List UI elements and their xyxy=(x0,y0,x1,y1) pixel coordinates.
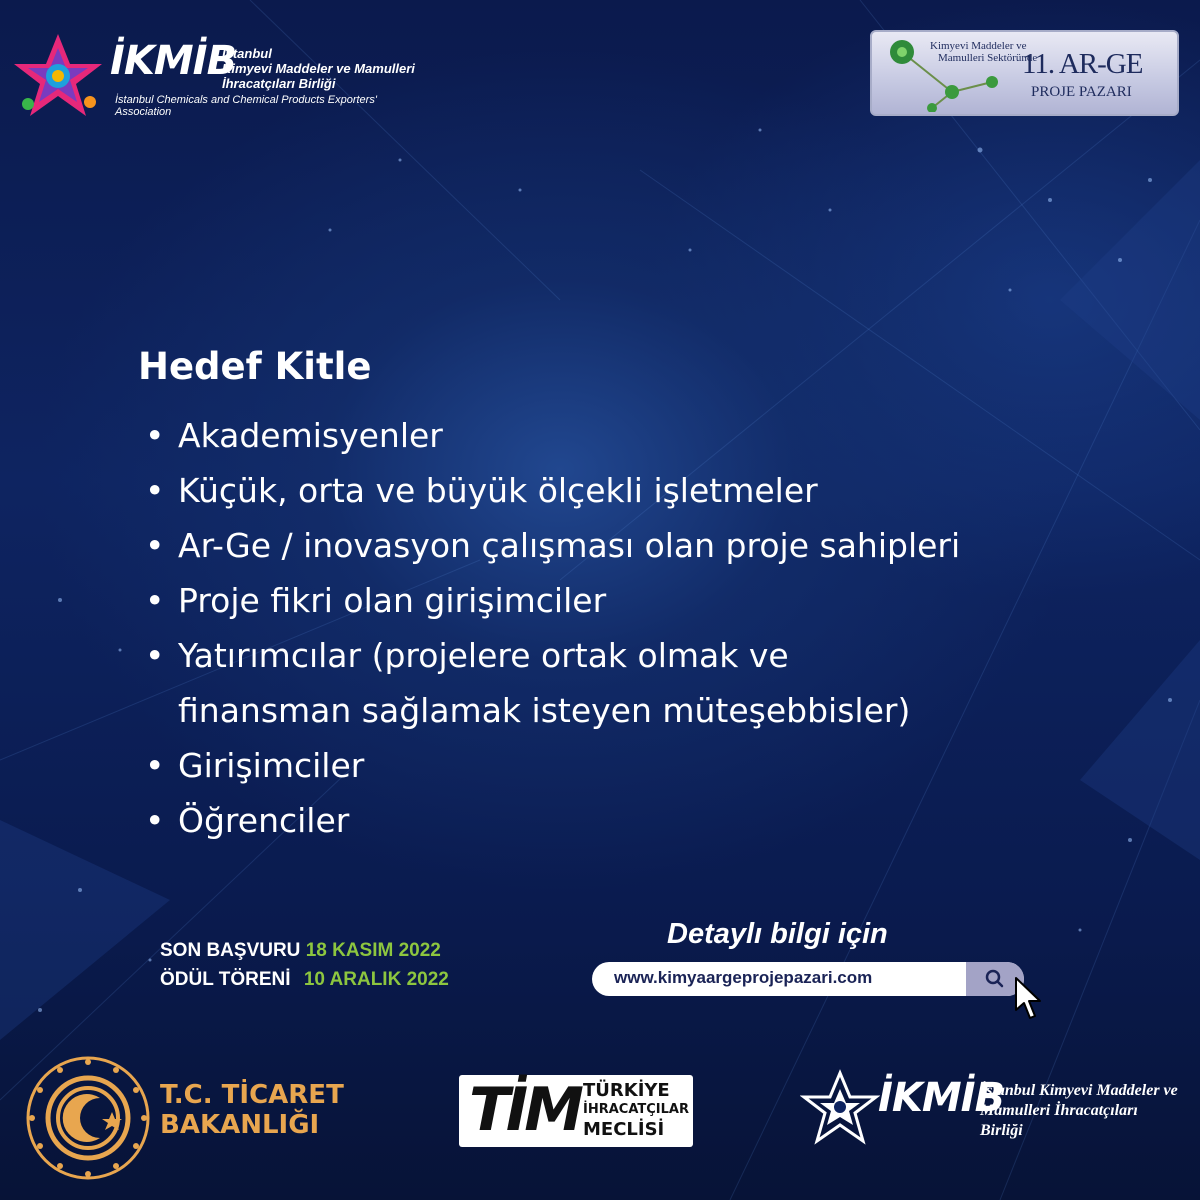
ikmib-line-1: İstanbul xyxy=(222,46,272,61)
list-item-continuation xyxy=(145,683,960,738)
deadline-value: 18 KASIM 2022 xyxy=(305,940,441,961)
badge-line-1: Kimyevi Maddeler ve xyxy=(930,40,1027,52)
bullet: • xyxy=(145,526,165,565)
tim-line-3: MECLİSİ xyxy=(583,1119,665,1140)
ikmib-footer-line-2: Mamulleri İhracatçıları Birliği xyxy=(980,1102,1138,1139)
list-item-text: Proje fikri olan girişimciler xyxy=(178,581,607,620)
bullet: • xyxy=(145,471,165,510)
ikmib-logo xyxy=(10,30,430,120)
ikmib-footer-full-name xyxy=(980,1081,1180,1141)
ministry-line-1: T.C. TİCARET xyxy=(160,1080,344,1110)
list-item xyxy=(145,573,960,628)
tim-wordmark: TİM xyxy=(469,1075,580,1145)
list-item-text: Küçük, orta ve büyük ölçekli işletmeler xyxy=(178,471,818,510)
arge-badge xyxy=(870,30,1179,116)
bullet: • xyxy=(145,801,165,840)
ikmib-full-name xyxy=(222,46,415,91)
tim-logo xyxy=(459,1075,693,1147)
bullet: • xyxy=(145,416,165,455)
badge-title: 11. AR-GE xyxy=(1022,48,1143,80)
tim-line-1: TÜRKİYE xyxy=(583,1080,670,1101)
ikmib-star-icon xyxy=(10,30,106,120)
website-search-bar[interactable] xyxy=(592,962,1024,996)
list-item-text: Akademisyenler xyxy=(178,416,443,455)
ikmib-wordmark: İKMİB xyxy=(110,38,237,84)
list-item xyxy=(145,793,960,848)
list-item-text: Yatırımcılar (projelere ortak olmak ve xyxy=(178,636,789,675)
deadline-label: SON BAŞVURU xyxy=(160,940,301,961)
list-item xyxy=(145,628,960,683)
ceremony-row xyxy=(160,965,449,994)
ceremony-value: 10 ARALIK 2022 xyxy=(303,969,449,990)
bullet: • xyxy=(145,581,165,620)
bullet: • xyxy=(145,636,165,675)
list-item-text: Ar-Ge / inovasyon çalışması olan proje sahipleri xyxy=(178,526,961,565)
ceremony-label: ÖDÜL TÖRENİ xyxy=(160,969,291,990)
list-item xyxy=(145,408,960,463)
list-item-text: Girişimciler xyxy=(178,746,365,785)
ikmib-line-3: İhracatçıları Birliği xyxy=(222,76,336,91)
ikmib-line-2: Kimyevi Maddeler ve Mamulleri xyxy=(222,61,415,76)
bullet: • xyxy=(145,746,165,785)
ministry-line-2: BAKANLIĞI xyxy=(160,1110,320,1140)
list-item-text: Öğrenciler xyxy=(178,801,350,840)
target-audience-list xyxy=(145,408,960,848)
tim-line-2: İHRACATÇILAR xyxy=(583,1102,689,1117)
target-audience-heading: Hedef Kitle xyxy=(138,345,372,388)
tim-full-name xyxy=(583,1081,689,1141)
important-dates xyxy=(160,936,449,994)
ikmib-footer-logo xyxy=(800,1065,1180,1155)
badge-line-2: Mamulleri Sektöründe xyxy=(938,52,1038,64)
list-item-text: finansman sağlamak isteyen müteşebbisler) xyxy=(178,691,911,730)
list-item xyxy=(145,463,960,518)
ikmib-footer-wordmark: İKMİB xyxy=(878,1075,1005,1121)
ikmib-english-name: İstanbul Chemicals and Chemical Products Exporters' Association xyxy=(115,94,377,118)
ministry-name xyxy=(160,1080,344,1140)
deadline-row xyxy=(160,936,449,965)
badge-subtitle: PROJE PAZARI xyxy=(1031,84,1132,100)
ikmib-footer-line-1: İstanbul Kimyevi Maddeler ve xyxy=(980,1082,1178,1099)
mouse-cursor-icon xyxy=(1012,976,1044,1024)
list-item xyxy=(145,738,960,793)
more-info-title: Detaylı bilgi için xyxy=(667,918,888,950)
ministry-emblem-icon xyxy=(24,1054,152,1182)
ikmib-footer-star-icon xyxy=(800,1069,880,1149)
list-item xyxy=(145,518,960,573)
website-url[interactable]: www.kimyaargeprojepazari.com xyxy=(614,968,873,987)
